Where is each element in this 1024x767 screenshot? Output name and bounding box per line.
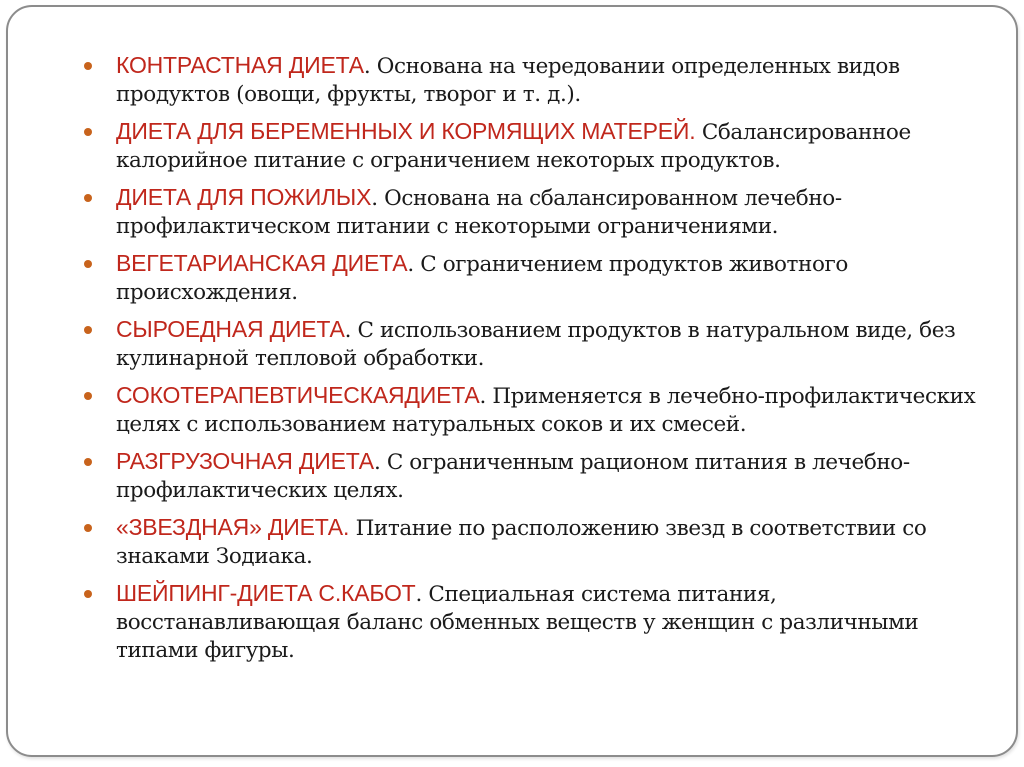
bullet-icon [84, 326, 92, 334]
bullet-icon [84, 194, 92, 202]
list-item [84, 579, 984, 665]
diet-description: . Основана на сбалансированном лечебно-профилактическом питании с некоторыми ограничениями. [116, 186, 842, 239]
diet-term: СЫРОЕДНАЯ ДИЕТА [116, 316, 345, 342]
bullet-icon [84, 62, 92, 70]
diet-term: ДИЕТА ДЛЯ БЕРЕМЕННЫХ И КОРМЯЩИХ МАТЕРЕЙ. [116, 118, 696, 144]
diet-description: Сбалансированное калорийное питание с ограничением некоторых продуктов. [116, 120, 911, 173]
list-item [84, 315, 984, 373]
diet-term: ДИЕТА ДЛЯ ПОЖИЛЫХ [116, 184, 372, 210]
bullet-icon [84, 392, 92, 400]
diet-description: . Специальная система питания, восстанавливающая баланс обменных веществ у женщин с различными типами фигуры. [116, 582, 919, 663]
bullet-icon [84, 128, 92, 136]
list-item [84, 249, 984, 307]
diet-term: «ЗВЕЗДНАЯ» ДИЕТА. [116, 514, 350, 540]
slide-frame [6, 5, 1018, 757]
bullet-icon [84, 458, 92, 466]
list-item [84, 183, 984, 241]
diet-description: . С ограничением продуктов животного происхождения. [116, 252, 848, 305]
diet-list [84, 51, 984, 673]
diet-description: . С ограниченным рационом питания в лечебно-профилактических целях. [116, 450, 910, 503]
diet-term: КОНТРАСТНАЯ ДИЕТА [116, 52, 364, 78]
list-item [84, 117, 984, 175]
diet-term: СОКОТЕРАПЕВТИЧЕСКАЯДИЕТА [116, 382, 480, 408]
diet-description: . Основана на чередовании определенных видов продуктов (овощи, фрукты, творог и т. д.). [116, 54, 900, 107]
list-item [84, 381, 984, 439]
bullet-icon [84, 590, 92, 598]
list-item [84, 51, 984, 109]
diet-description: Питание по расположению звезд в соответствии со знаками Зодиака. [116, 516, 927, 569]
diet-description: . С использованием продуктов в натуральном виде, без кулинарной тепловой обработки. [116, 318, 956, 371]
diet-term: РАЗГРУЗОЧНАЯ ДИЕТА [116, 448, 374, 474]
bullet-icon [84, 260, 92, 268]
diet-term: ВЕГЕТАРИАНСКАЯ ДИЕТА [116, 250, 408, 276]
diet-term: ШЕЙПИНГ-ДИЕТА С.КАБОТ [116, 580, 416, 606]
diet-description: . Применяется в лечебно-профилактических целях с использованием натуральных соков и их смесей. [116, 384, 976, 437]
bullet-icon [84, 524, 92, 532]
list-item [84, 447, 984, 505]
list-item [84, 513, 984, 571]
